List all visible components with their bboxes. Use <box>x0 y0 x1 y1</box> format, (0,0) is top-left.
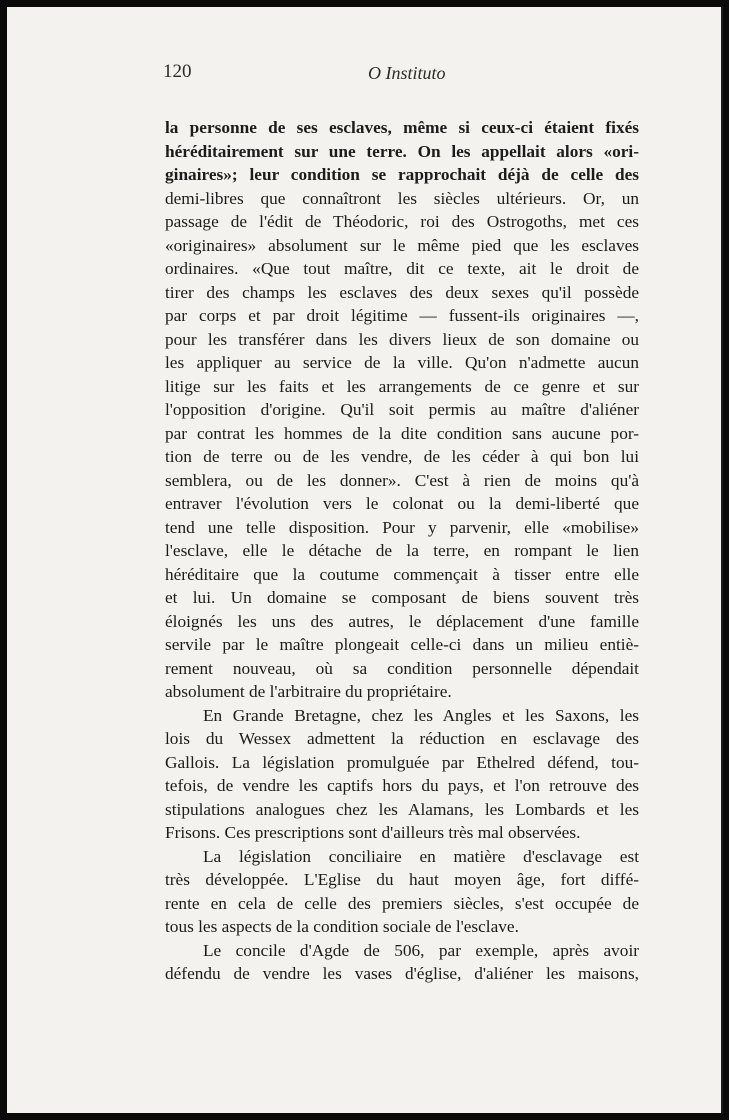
text-line: demi-libres que connaîtront les siècles ultérieurs. Or, un <box>165 188 639 208</box>
text-line: En Grande Bretagne, chez les Angles et les Saxons, les <box>203 705 639 725</box>
text-line: rement nouveau, où sa condition personnelle dépendait <box>165 658 639 678</box>
text-line: par contrat les hommes de la dite condition sans aucune por- <box>165 423 639 443</box>
text-line: l'esclave, elle le détache de la terre, en rompant le lien <box>165 541 639 560</box>
text-line: La législation conciliaire en matière d'esclavage est <box>203 846 639 866</box>
running-head <box>163 61 638 91</box>
text-line: éloignés les uns des autres, le déplacement d'une famille <box>165 611 639 631</box>
text-line: stipulations analogues chez les Alamans, les Lombards et les <box>165 799 639 819</box>
text-line: tefois, de vendre les captifs hors du pays, et l'on retrouve des <box>165 776 639 795</box>
text-line: pour les transférer dans les divers lieux de son domaine ou <box>165 329 639 349</box>
text-line: tous les aspects de la condition sociale de l'esclave. <box>165 917 519 936</box>
text-line: absolument de l'arbitraire du propriétaire. <box>165 682 452 701</box>
text-line: ordinaires. «Que tout maître, dit ce texte, ait le droit de <box>165 259 639 278</box>
text-line: les appliquer au service de la ville. Qu'on n'admette aucun <box>165 353 639 372</box>
text-line: Le concile d'Agde de 506, par exemple, après avoir <box>203 940 639 960</box>
text-line: héréditairement sur une terre. On les appellait alors «ori- <box>165 141 639 161</box>
text-line: tend une telle disposition. Pour y parvenir, elle «mobilise» <box>165 517 639 537</box>
text-line: ginaires»; leur condition se rapprochait déjà de celle des <box>165 165 639 184</box>
text-line: rente en cela de celle des premiers siècles, s'est occupée de <box>165 893 639 913</box>
journal-title: O Instituto <box>368 63 446 83</box>
text-line: très développée. L'Eglise du haut moyen âge, fort diffé- <box>165 870 639 889</box>
text-line: semblera, ou de les donner». C'est à rien de moins qu'à <box>165 470 639 490</box>
text-line: et lui. Un domaine se composant de biens souvent très <box>165 588 639 607</box>
page-number: 120 <box>163 61 192 82</box>
text-line: «originaires» absolument sur le même pied que les esclaves <box>165 235 639 255</box>
text-line: Gallois. La législation promulguée par Ethelred défend, tou- <box>165 752 639 772</box>
text-line: litige sur les faits et les arrangements de ce genre et sur <box>165 376 639 396</box>
text-line: lois du Wessex admettent la réduction en esclavage des <box>165 729 639 748</box>
text-line: par corps et par droit légitime — fussent-ils originaires —, <box>165 306 639 325</box>
text-line: tion de terre ou de les vendre, de les céder à qui bon lui <box>165 447 639 466</box>
text-line: la personne de ses esclaves, même si ceux-ci étaient fixés <box>165 118 639 137</box>
text-line: l'opposition d'origine. Qu'il soit permis au maître d'aliéner <box>165 400 639 419</box>
text-line: tirer des champs les esclaves des deux sexes qu'il possède <box>165 282 639 302</box>
text-line: Frisons. Ces prescriptions sont d'ailleurs très mal observées. <box>165 823 581 842</box>
body-text <box>165 116 639 986</box>
text-line: héréditaire que la coutume commençait à tisser entre elle <box>165 564 639 584</box>
text-line: servile par le maître plongeait celle-ci dans un milieu entiè- <box>165 635 639 654</box>
text-line: défendu de vendre les vases d'église, d'aliéner les maisons, <box>165 964 639 983</box>
text-line: passage de l'édit de Théodoric, roi des Ostrogoths, met ces <box>165 212 639 231</box>
text-line: entraver l'évolution vers le colonat ou la demi-liberté que <box>165 494 639 513</box>
